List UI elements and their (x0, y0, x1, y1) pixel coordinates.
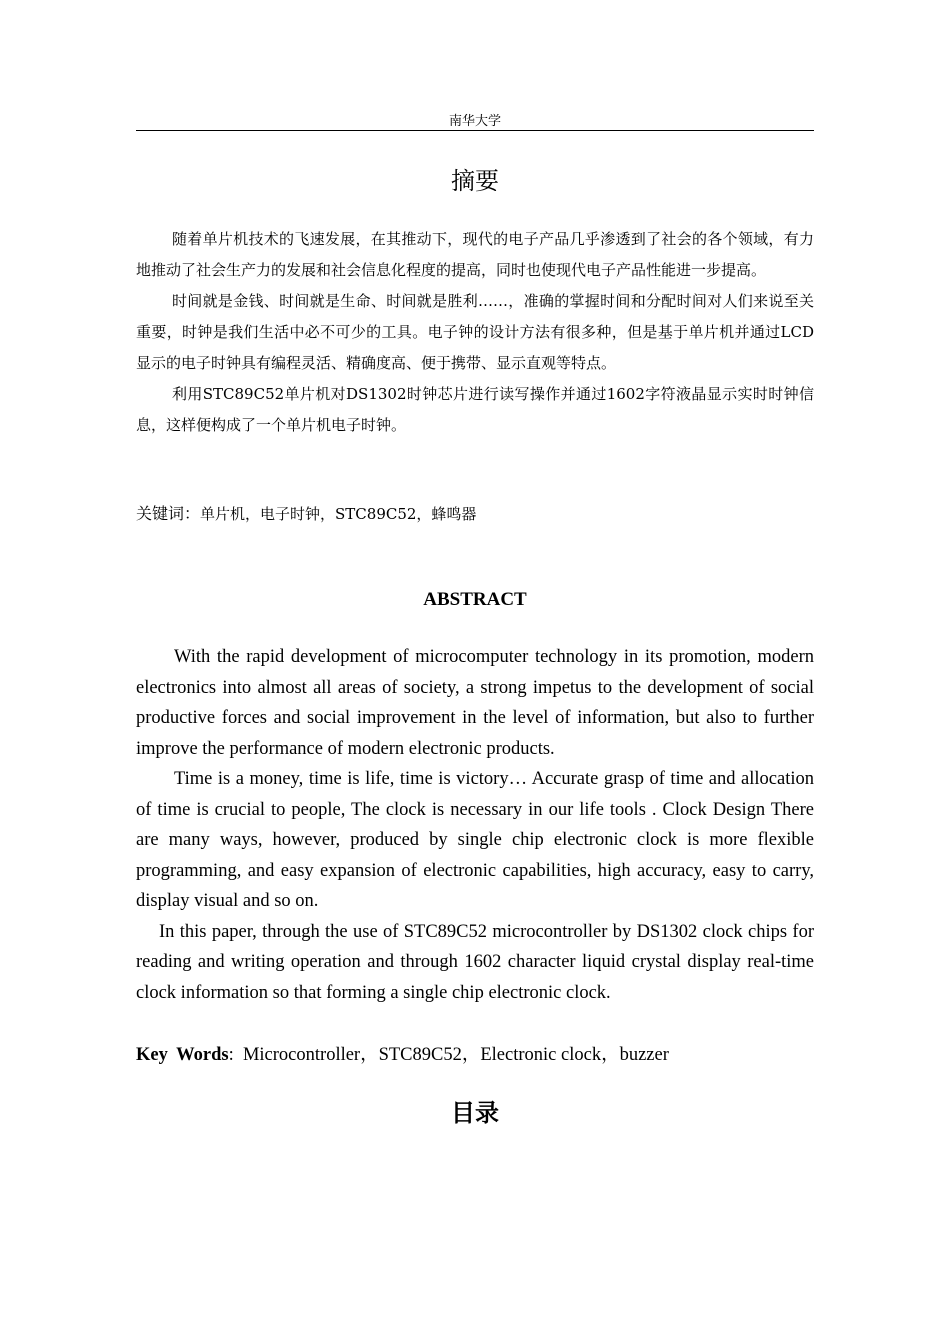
abstract-cn-body (136, 224, 814, 441)
abstract-en-keywords-label: Key Words (136, 1045, 229, 1065)
abstract-en-paragraph-1: With the rapid development of microcomputer technology in its promotion, modern electronics into almost all areas of society, a strong impetus to the development of social productive forces and social improvement in the level of information, but also to further improve the performance of modern electronic products. (136, 647, 814, 759)
abstract-en-keywords (136, 1040, 814, 1070)
abstract-cn-keywords-value: 单片机，电子时钟，STC89C52，蜂鸣器 (200, 505, 477, 523)
abstract-en-body (136, 642, 814, 1008)
abstract-cn-keywords (136, 500, 814, 528)
abstract-en-keywords-value: Microcontroller，STC89C52，Electronic clock，buzzer (242, 1045, 669, 1065)
abstract-cn-title: 摘要 (451, 167, 499, 195)
abstract-cn-paragraph-1: 随着单片机技术的飞速发展，在其推动下，现代的电子产品几乎渗透到了社会的各个领域，有力地推动了社会生产力的发展和社会信息化程度的提高，同时也使现代电子产品性能进一步提高。 (136, 230, 814, 279)
abstract-cn-paragraph-2: 时间就是金钱、时间就是生命、时间就是胜利……，准确的掌握时间和分配时间对人们来说至关重要，时钟是我们生活中必不可少的工具。电子钟的设计方法有很多种，但是基于单片机并通过LCD显示的电子时钟具有编程灵活、精确度高、便于携带、显示直观等特点。 (136, 292, 814, 372)
toc-title: 目录 (451, 1099, 499, 1127)
abstract-en-paragraph-3: In this paper, through the use of STC89C52 microcontroller by DS1302 clock chips for reading and writing operation and through 1602 character liquid crystal display real-time clock information so that forming a single chip electronic clock. (136, 921, 814, 1003)
running-header: 南华大学 (448, 114, 501, 129)
abstract-cn-paragraph-3: 利用STC89C52单片机对DS1302时钟芯片进行读写操作并通过1602字符液晶显示实时时钟信息，这样便构成了一个单片机电子时钟。 (136, 385, 814, 434)
abstract-cn-keywords-label: 关键词： (136, 504, 201, 523)
header-rule (136, 130, 814, 131)
abstract-en-title: ABSTRACT (423, 589, 527, 610)
abstract-en-paragraph-2: Time is a money, time is life, time is victory… Accurate grasp of time and allocation of time is crucial to people, The clock is necessary in our life tools . Clock Design There are many ways, however, produced by single chip electronic clock is more flexible programming, and easy expansion of electronic capabilities, high accuracy, easy to carry, display visual and so on. (136, 769, 814, 911)
abstract-en-keywords-separator: : (228, 1045, 234, 1065)
